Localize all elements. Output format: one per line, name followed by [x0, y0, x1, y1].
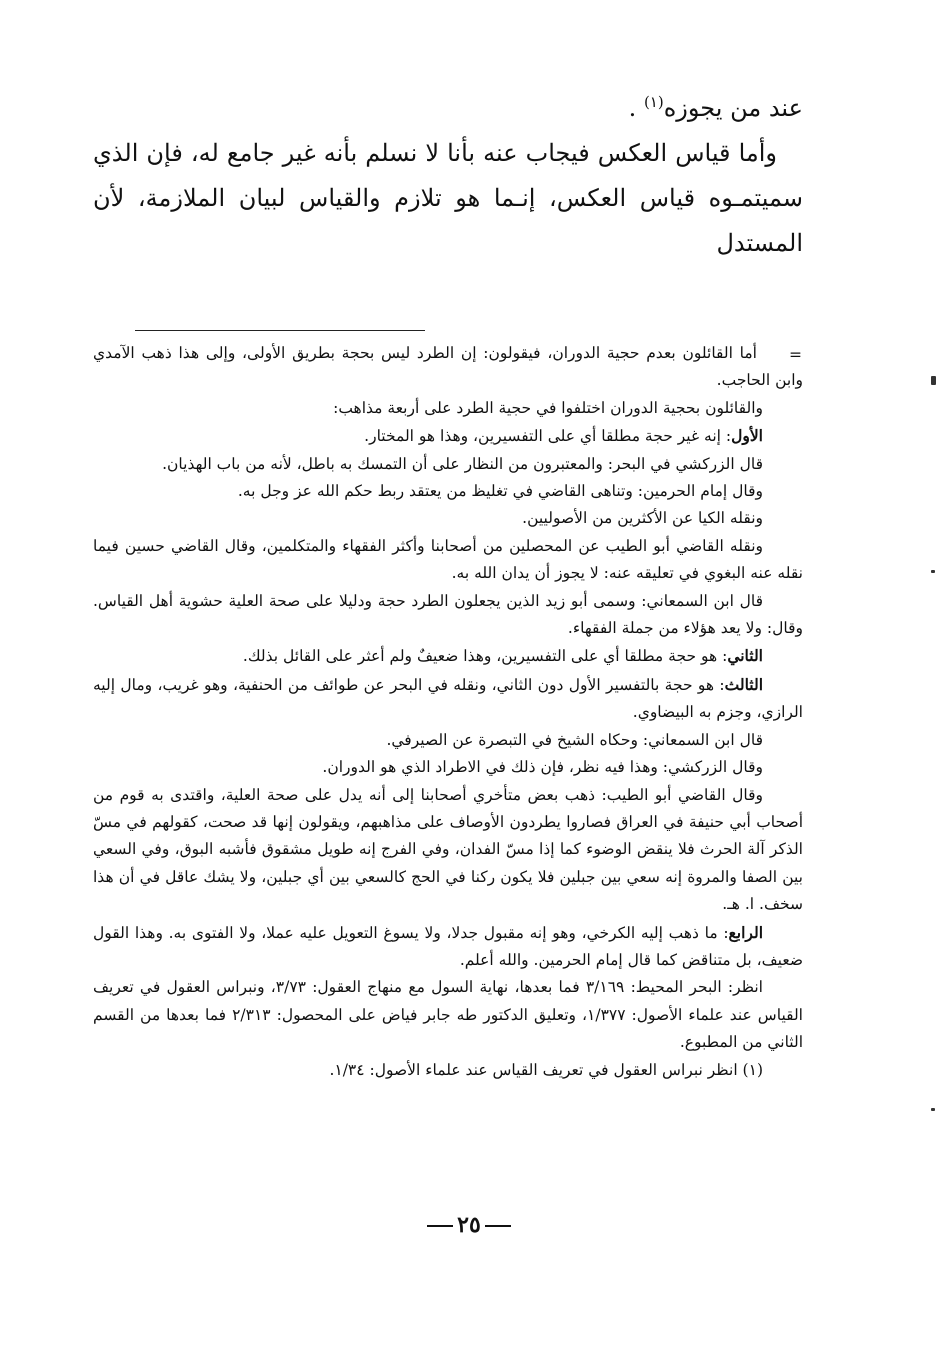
madhab-label-4: الرابع	[728, 922, 763, 942]
footnote-paragraph: ونقله القاضي أبو الطيب عن المحصلين من أصحابنا وأكثر الفقهاء والمتكلمين، وقال القاضي حسين فيما نقله عنه البغوي في تعليقه عنه: لا يجوز أن يدان الله به.	[93, 536, 803, 583]
footnote-paragraph: قال ابن السمعاني: وحكاه الشيخ في التبصرة عن الصيرفي.	[386, 730, 763, 749]
footnotes	[93, 340, 803, 1084]
scan-mark	[931, 376, 936, 385]
footnote-paragraph: أما القائلون بعدم حجية الدوران، فيقولون: إن الطرد ليس بحجة بطريق الأولى، وإلى هذا ذهب الآمدي وابن الحاجب.	[93, 344, 803, 390]
footnote-paragraph: وقال القاضي أبو الطيب: ذهب بعض متأخري أصحابنا إلى أنه يدل على صحة العلية، واقتدى به قوم من أصحاب أبي حنيفة في العراق فصاروا يطردون الأوصاف على مذاهبهم، ويقولون إنها قد صحت، كقولهم في مسّ الذكر آلة الحرث فلا ينقض الوضوء كما إذا مسّ الفدان، وفي الفرج إنه طويل مشقوق فأشبه البوق، وفي السعي بين الصفا والمروة إنه سعي بين جبلين فلا يكون ركنا في الحج كالسعي بين أي جبلين، ولا يشك عاقل في أن هذا سخف. ا. هـ.	[93, 785, 803, 914]
page-number-dash	[427, 1225, 453, 1227]
footnote-separator	[135, 330, 425, 331]
footnote-paragraph: قال ابن السمعاني: وسمى أبو زيد الذين يجعلون الطرد حجة ودليلا على صحة العلية حشوية أهل القياس. وقال: ولا يعد هؤلاء من جملة الفقهاء.	[93, 591, 803, 638]
footnote-paragraph: والقائلون بحجية الدوران اختلفوا في حجية الطرد على أربعة مذاهب:	[333, 398, 763, 417]
footnote-text: : ما ذهب إليه الكرخي، وهو إنه مقبول جدلا، ولا يسوغ التعويل عليه عملا، ولا الفتوى به. وهذا القول ضعيف، بل متناقض كما قال إمام الحرمين. والله أعلم.	[93, 923, 803, 969]
main-line-1-text: عند من يجوزه	[663, 94, 803, 122]
page-number	[0, 1212, 938, 1238]
madhab-label-2: الثاني	[727, 646, 763, 666]
madhab-label-1: الأول	[731, 426, 763, 446]
footnote-paragraph	[93, 422, 803, 450]
main-line-1	[93, 80, 803, 131]
footnote-text: : هو حجة بالتفسير الأول دون الثاني، ونقله في البحر عن طوائف من الحنفية، وهو غريب، ومال إليه الرازي، وجزم به البيضاوي.	[93, 675, 803, 722]
footnote-paragraph: وقال إمام الحرمين: وتناهى القاضي في تغليظ من يعتقد ربط حكم الله عز وجل به.	[237, 482, 763, 501]
continuation-mark: =	[789, 346, 802, 364]
footnote-paragraph: ونقله الكيا عن الأكثرين من الأصوليين.	[522, 509, 763, 528]
footnote-text: : إنه غير حجة مطلقا أي على التفسيرين، وهذا هو المختار.	[364, 427, 732, 446]
footnote-paragraph	[93, 671, 803, 727]
page-number-text: ٢٥	[457, 1212, 481, 1238]
footnote-text: : هو حجة مطلقا أي على التفسيرين، وهذا ضعيفٌ ولم أعثر على القائل بذلك.	[242, 647, 728, 666]
footnote-paragraph: وقال الزركشي: وهذا فيه نظر، فإن ذلك في الاطراد الذي هو الدوران.	[322, 758, 763, 777]
scan-mark	[931, 570, 935, 573]
footnote-paragraph	[93, 642, 803, 670]
footnote-paragraph	[93, 919, 803, 975]
page-number-dash	[485, 1225, 511, 1227]
footnote-paragraph: قال الزركشي في البحر: والمعتبرون من النظار على أن التمسك به باطل، لأنه من باب الهذيان.	[162, 454, 763, 473]
main-paragraph: وأما قياس العكس فيجاب عنه بأنا لا نسلم بأنه غير جامع له، فإن الذي سميتمـوه قياس العكس، إنـما هو تلازم والقياس لبيان الملازمة، لأن المستدل	[93, 139, 803, 257]
scan-mark	[931, 1108, 935, 1111]
footnote-1: (١) انظر نبراس العقول في تعريف القياس عند علماء الأصول: ١/٣٤.	[329, 1060, 763, 1079]
footnote-paragraph: انظر: البحر المحيط: ٣/١٦٩ فما بعدها، نهاية السول مع منهاج العقول: ٣/٧٣، ونبراس العقول في تعريف القياس عند علماء الأصول: ١/٣٧٧، وتعليق الدكتور طه جابر فياض على المحصول: ٢/٣١٣ فما بعدها من القسم الثاني من المطبوع.	[93, 978, 803, 1052]
main-text	[93, 80, 803, 266]
footnote-ref-1: (١)	[643, 93, 664, 111]
main-line-1-end: .	[628, 94, 644, 122]
madhab-label-3: الثالث	[724, 674, 763, 694]
